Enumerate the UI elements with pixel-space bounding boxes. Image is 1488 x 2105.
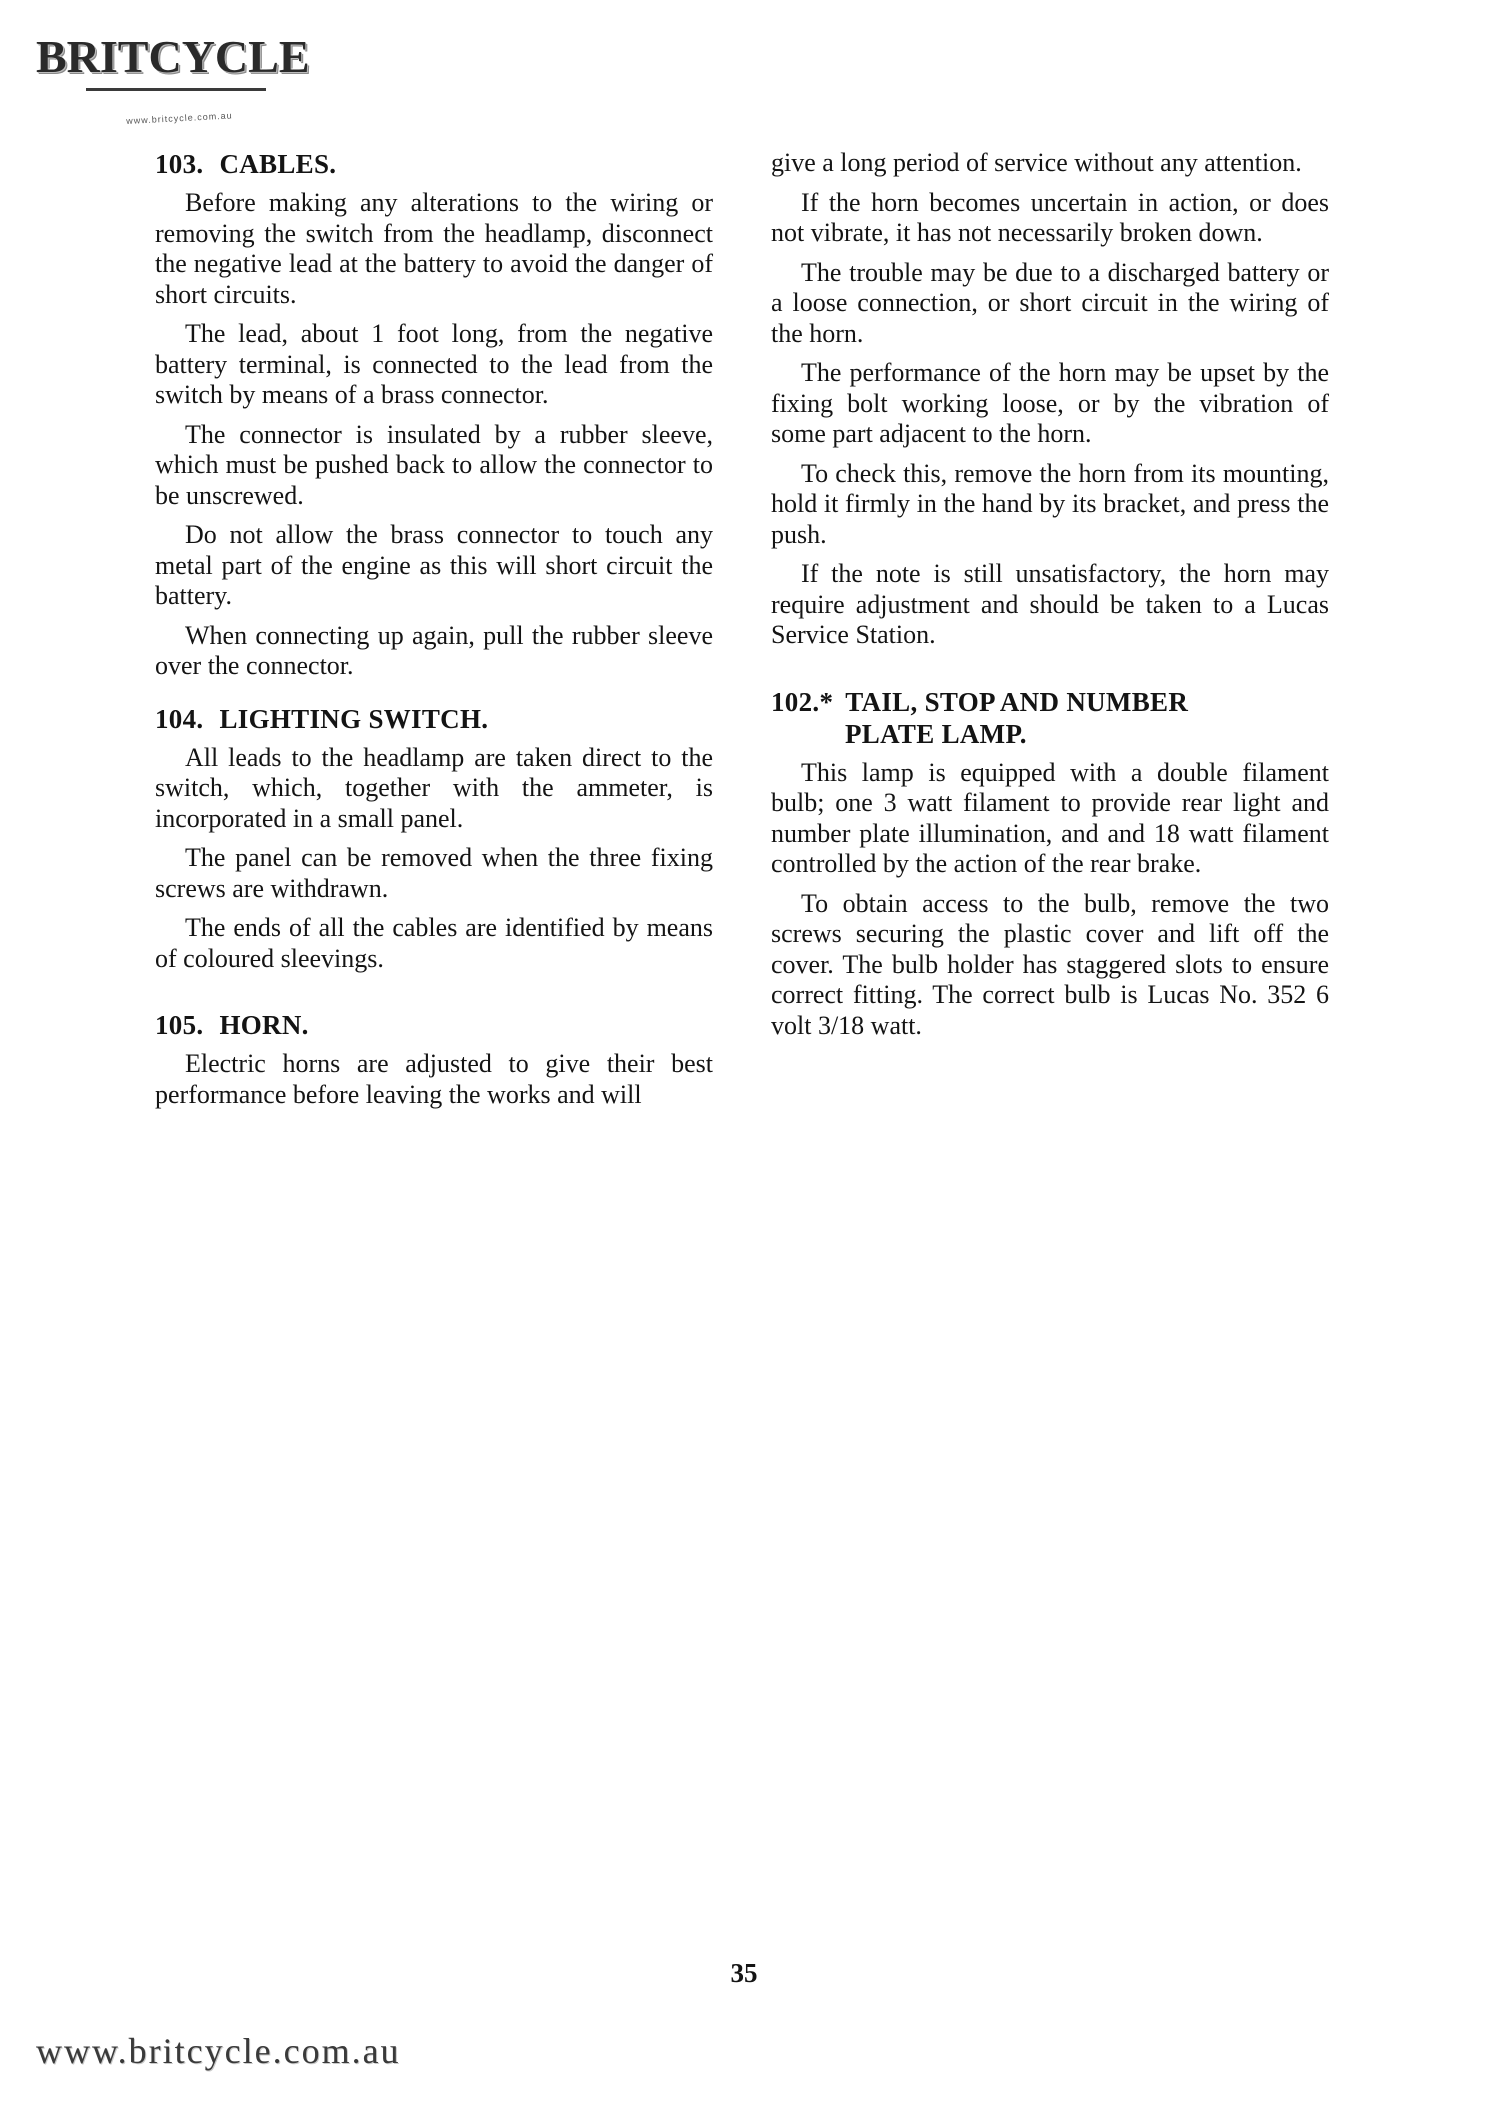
section-title: LIGHTING SWITCH. (219, 703, 489, 734)
paragraph: The lead, about 1 foot long, from the negative battery terminal, is connected to the lead from the switch by means of a brass connector. (155, 319, 713, 409)
section-103-heading (155, 148, 713, 180)
section-number: 104. (155, 703, 204, 734)
section-102-heading (771, 686, 1329, 750)
paragraph-continued: give a long period of service without any attention. (771, 148, 1302, 177)
paragraph: If the horn becomes uncertain in action, or does not vibrate, it has not necessarily broken down. (771, 187, 1329, 247)
paragraph: The connector is insulated by a rubber sleeve, which must be pushed back to allow the connector to be unscrewed. (155, 419, 713, 510)
paragraph: Electric horns are adjusted to give their best performance before leaving the works and will (155, 1049, 713, 1109)
section-104-heading (155, 703, 713, 735)
paragraph: If the note is still unsatisfactory, the horn may require adjustment and should be taken to a Lucas Service Station. (771, 559, 1329, 649)
section-number: 103. (155, 149, 204, 179)
paragraph: To obtain access to the bulb, remove the two screws securing the plastic cover and lift off the cover. The bulb holder has staggered slots to ensure correct fitting. The correct bulb is Lucas No. 352 6 volt 3/18 watt. (771, 888, 1329, 1040)
page-number: 35 (730, 1958, 758, 1988)
paragraph: Do not allow the brass connector to touch any metal part of the engine as this will short circuit the battery. (155, 520, 713, 610)
paragraph: The trouble may be due to a discharged battery or a loose connection, or short circuit in the wiring of the horn. (771, 257, 1329, 348)
paragraph: The panel can be removed when the three fixing screws are withdrawn. (155, 843, 713, 903)
paragraph: Before making any alterations to the wiring or removing the switch from the headlamp, disconnect the negative lead at the battery to avoid the danger of short circuits. (155, 188, 713, 309)
paragraph: This lamp is equipped with a double filament bulb; one 3 watt filament to provide rear light and number plate illumination, and and 18 watt filament controlled by the action of the rear brake. (771, 757, 1329, 878)
section-title: CABLES. (219, 149, 337, 179)
paragraph: The ends of all the cables are identified by means of coloured sleevings. (155, 913, 713, 973)
logo-subtext: www.britcycle.com.au (126, 110, 233, 126)
section-105-heading (155, 1009, 713, 1041)
footer-url: www.britcycle.com.au (36, 2031, 401, 2071)
right-column (771, 148, 1329, 1050)
left-column (155, 148, 713, 1119)
paragraph: All leads to the headlamp are taken direct to the switch, which, together with the ammeter, is incorporated in a small panel. (155, 742, 713, 833)
section-title: HORN. (219, 1010, 309, 1040)
section-title-line2: PLATE LAMP. (845, 718, 1027, 749)
paragraph: To check this, remove the horn from its mounting, hold it firmly in the hand by its bracket, and press the push. (771, 458, 1329, 549)
paragraph: The performance of the horn may be upset by the fixing bolt working loose, or by the vibration of some part adjacent to the horn. (771, 358, 1329, 448)
logo-wordmark: BRITCYCLE (36, 31, 310, 82)
section-number: 102.* (771, 686, 834, 717)
paragraph: When connecting up again, pull the rubber sleeve over the connector. (155, 620, 713, 680)
logo-underline (86, 88, 266, 91)
britcycle-logo (36, 30, 310, 126)
section-title-line1: TAIL, STOP AND NUMBER (845, 686, 1189, 717)
section-number: 105. (155, 1010, 204, 1040)
